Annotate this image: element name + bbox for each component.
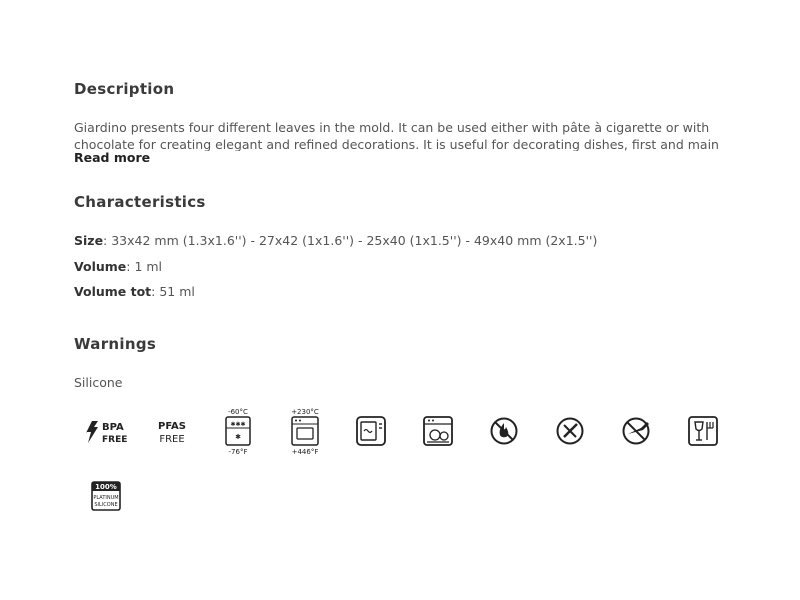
no-sharp-utensils-icon [611, 405, 663, 457]
read-more-link[interactable]: Read more [74, 150, 151, 165]
material-text: Silicone [74, 375, 123, 390]
microwave-safe-icon [345, 405, 397, 457]
oven-temperature-icon [279, 405, 331, 457]
oven-temp-c: +230°C [291, 408, 319, 416]
bpa-free-icon [80, 405, 132, 457]
platinum-silicone-icon [80, 470, 132, 522]
characteristics-heading: Characteristics [74, 193, 206, 211]
spec-volume-label: Volume [74, 259, 127, 274]
spec-size [74, 233, 597, 248]
svg-text:✱: ✱ [235, 433, 241, 441]
platinum-percent: 100% [95, 483, 117, 491]
warnings-heading: Warnings [74, 335, 157, 353]
platinum-label: PLATINUM [93, 495, 119, 501]
pfas-free-icon [146, 405, 198, 457]
pfas-free-text-top: PFAS [158, 421, 186, 432]
bpa-free-text-top: BPA [102, 422, 124, 433]
spec-size-value: : 33x42 mm (1.3x1.6'') - 27x42 (1x1.6'') - 25x40 (1x1.5'') - 49x40 mm (2x1.5'') [103, 233, 598, 248]
no-direct-flame-icon [478, 405, 530, 457]
spec-volume [74, 259, 162, 274]
description-line-2: chocolate for creating elegant and refined decorations. It is useful for decorating dishes, first and main [74, 137, 719, 151]
description-heading: Description [74, 80, 175, 98]
spec-volume-value: : 1 ml [126, 259, 163, 274]
description-text [74, 119, 744, 151]
spec-volume-tot [74, 284, 195, 299]
spec-volume-tot-value: : 51 ml [151, 284, 195, 299]
dishwasher-safe-icon [412, 405, 464, 457]
silicone-label: SILICONE [94, 502, 118, 508]
pfas-free-text-bottom: FREE [159, 434, 185, 445]
description-line-1: Giardino presents four different leaves in the mold. It can be used either with pâte à cigarette or with [74, 120, 710, 135]
freezer-temp-f: -76°F [228, 448, 248, 456]
food-safe-icon [677, 405, 729, 457]
freezer-temp-c: -60°C [228, 408, 248, 416]
spec-volume-tot-label: Volume tot [74, 284, 152, 299]
svg-text:✱✱✱: ✱✱✱ [230, 421, 246, 428]
no-knife-icon [544, 405, 596, 457]
bpa-free-text-bottom: FREE [102, 435, 128, 445]
spec-size-label: Size [74, 233, 104, 248]
freezer-temperature-icon [212, 405, 264, 457]
oven-temp-f: +446°F [291, 448, 319, 456]
